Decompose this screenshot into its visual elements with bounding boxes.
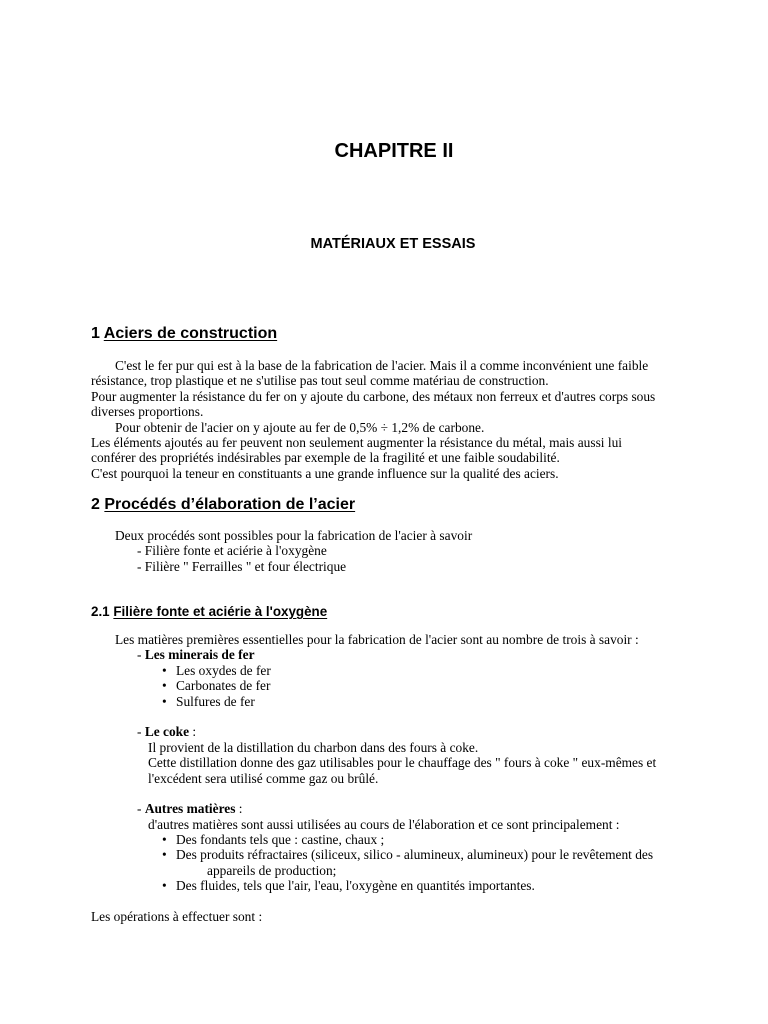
section-2-intro: Deux procédés sont possibles pour la fabrication de l'acier à savoir xyxy=(115,528,473,543)
paragraph-line: C'est pourquoi la teneur en constituants a une grande influence sur la qualité des aciers. xyxy=(91,465,559,481)
section-2-number: 2 xyxy=(91,496,100,513)
section-1-heading xyxy=(91,323,277,345)
paragraph-line: l'excédent sera utilisé comme gaz ou brûlé. xyxy=(148,770,379,786)
list-item: • Carbonates de fer xyxy=(162,678,271,694)
bullet-icon: • xyxy=(162,878,167,894)
bullet-icon: • xyxy=(162,693,167,709)
paragraph-line: Pour augmenter la résistance du fer on y ajoute du carbone, des métaux non ferreux et d'autres corps sous xyxy=(91,388,656,404)
section-2-title: Procédés d’élaboration de l’acier xyxy=(104,496,356,513)
section-2-body xyxy=(91,528,711,574)
section-2-1-intro: Les matières premières essentielles pour la fabrication de l'acier sont au nombre de trois à savoir : xyxy=(115,632,639,647)
bullet-icon: • xyxy=(162,662,167,678)
minerais-heading: - Les minerais de fer xyxy=(137,647,255,663)
minerais-list xyxy=(91,663,711,709)
paragraph-line: C'est le fer pur qui est à la base de la fabrication de l'acier. Mais il a comme inconvénient une faible xyxy=(115,358,649,373)
section-2-1-title: Filière fonte et aciérie à l'oxygène xyxy=(113,604,328,619)
minerais-label: Les minerais de fer xyxy=(144,647,255,663)
coke-label: Le coke xyxy=(144,724,190,740)
section-2-heading xyxy=(91,494,355,516)
list-item: - Filière " Ferrailles " et four électrique xyxy=(137,558,347,574)
chapter-subtitle: MATÉRIAUX ET ESSAIS xyxy=(310,236,476,252)
paragraph-line: Cette distillation donne des gaz utilisables pour le chauffage des " fours à coke " eux-mêmes et xyxy=(148,755,657,771)
paragraph-line: d'autres matières sont aussi utilisées au cours de l'élaboration et ce sont principalement : xyxy=(148,816,620,832)
paragraph-line: conférer des propriétés indésirables par exemple de la fragilité et une faible soudabilité. xyxy=(91,450,560,466)
paragraph-line: Il provient de la distillation du charbon dans des fours à coke. xyxy=(148,739,479,755)
paragraph-line: diverses proportions. xyxy=(91,404,204,420)
list-item: • Sulfures de fer xyxy=(162,693,255,709)
section-1-body xyxy=(91,358,711,481)
spacer xyxy=(91,786,711,801)
section-2-1-body xyxy=(91,632,711,924)
section-2-1-number: 2.1 xyxy=(91,604,110,619)
spacer xyxy=(91,709,711,724)
list-item: • Des produits réfractaires (siliceux, silico - alumineux, alumineux) pour le revêtement des xyxy=(162,847,654,863)
coke-heading: - Le coke : xyxy=(137,724,197,740)
bullet-icon: • xyxy=(162,678,167,694)
bullet-icon: • xyxy=(162,832,167,848)
spacer xyxy=(91,894,711,909)
section-1-title: Aciers de construction xyxy=(103,325,278,342)
autres-list xyxy=(91,832,711,863)
autres-heading: - Autres matières : xyxy=(137,801,243,817)
section-1-number: 1 xyxy=(91,325,100,342)
bullet-icon: • xyxy=(162,847,167,863)
section-2-1-heading xyxy=(91,603,327,621)
paragraph-line: Les éléments ajoutés au fer peuvent non seulement augmenter la résistance du métal, mais aussi lui xyxy=(91,434,622,450)
autres-list-cont xyxy=(91,878,711,893)
autres-label: Autres matières xyxy=(144,801,236,817)
list-item: - Filière fonte et aciérie à l'oxygène xyxy=(137,543,327,559)
list-item: • Des fluides, tels que l'air, l'eau, l'oxygène en quantités importantes. xyxy=(162,878,535,894)
paragraph-line: résistance, trop plastique et ne s'utilise pas tout seul comme matériau de construction. xyxy=(91,373,549,389)
closing-line: Les opérations à effectuer sont : xyxy=(91,909,263,925)
list-item-continuation: appareils de production; xyxy=(207,862,337,878)
chapter-title: CHAPITRE II xyxy=(334,140,454,162)
list-item: • Les oxydes de fer xyxy=(162,662,271,678)
list-item: • Des fondants tels que : castine, chaux ; xyxy=(162,832,385,848)
paragraph-line: Pour obtenir de l'acier on y ajoute au fer de 0,5% ÷ 1,2% de carbone. xyxy=(115,419,485,435)
